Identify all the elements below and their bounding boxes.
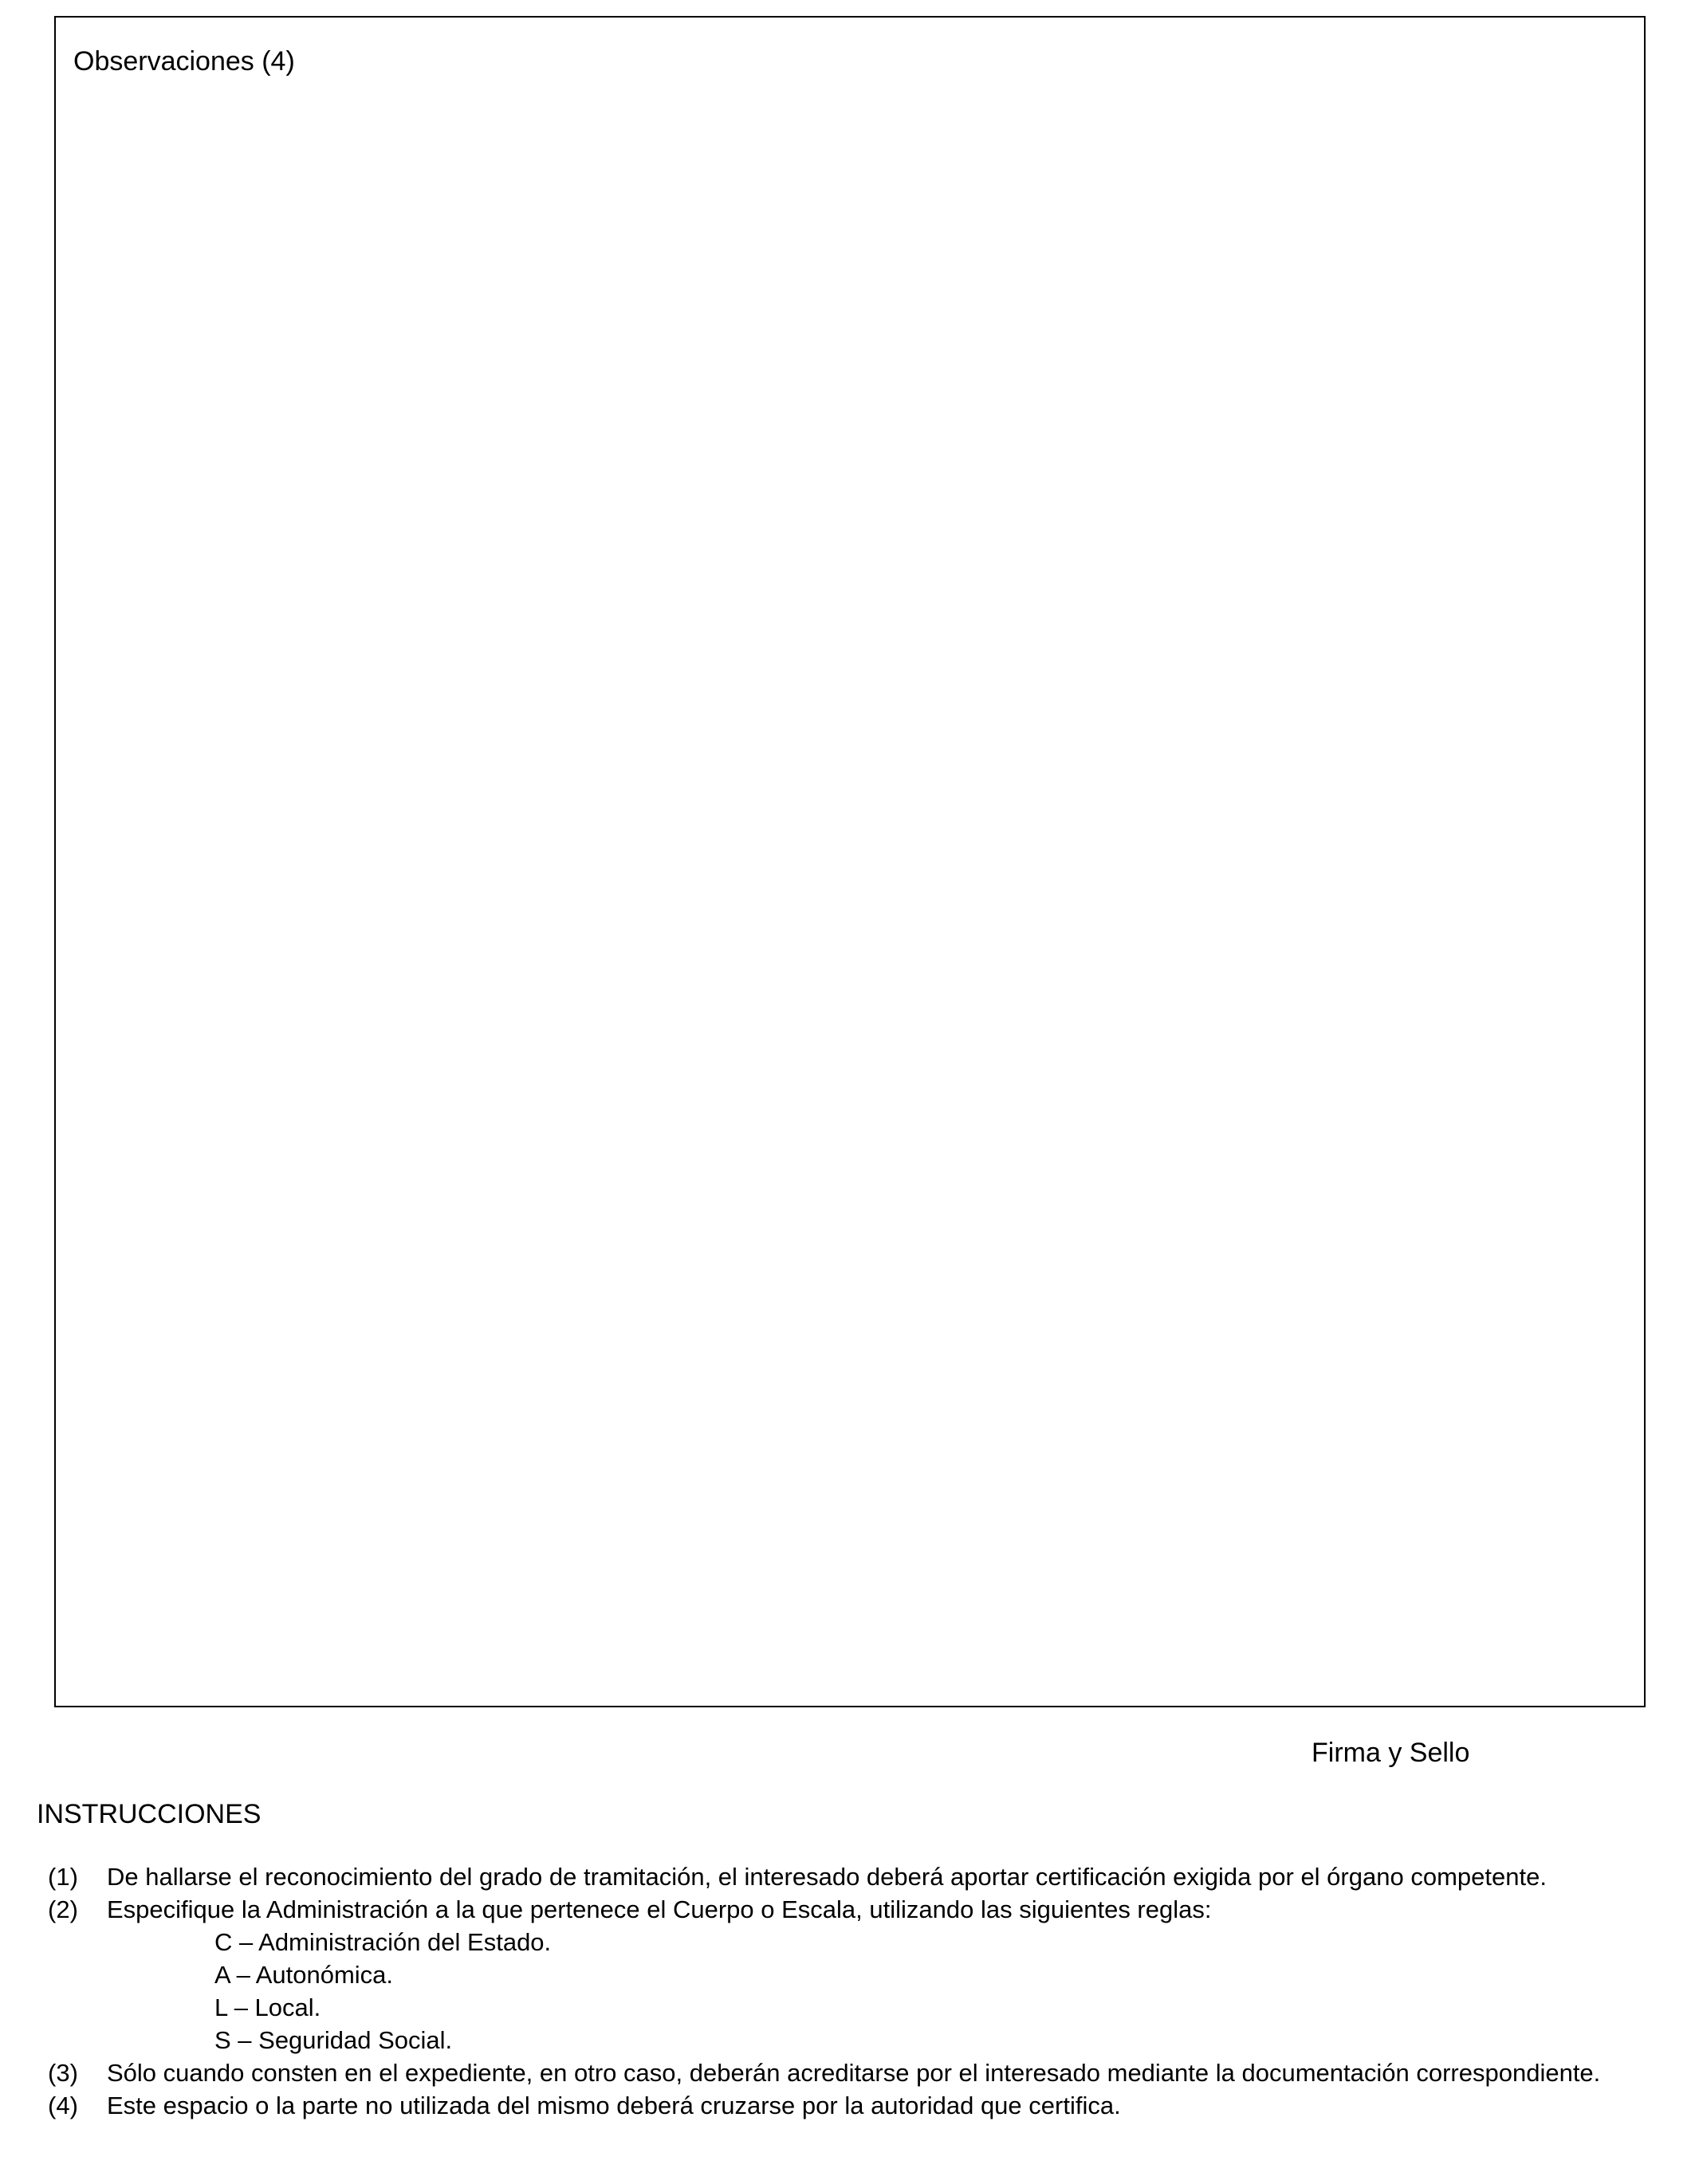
instruction-text: Sólo cuando consten en el expediente, en otro caso, deberán acreditarse por el interesado mediante la documentación correspondiente.	[107, 2059, 1601, 2087]
instruction-subitem-c	[48, 1926, 1674, 1958]
instruction-item-4	[48, 2089, 1674, 2122]
observations-label: Observaciones (4)	[73, 46, 295, 77]
instruction-item-3	[48, 2056, 1674, 2089]
instruction-subtext: L – Local.	[214, 1993, 321, 2021]
instruction-item-2	[48, 1893, 1674, 1926]
instruction-text: Especifique la Administración a la que pertenece el Cuerpo o Escala, utilizando las siguientes reglas:	[107, 1895, 1212, 1923]
instruction-number: (3)	[48, 2059, 78, 2087]
instruction-text: Este espacio o la parte no utilizada del mismo deberá cruzarse por la autoridad que certifica.	[107, 2092, 1121, 2119]
instruction-subitem-l	[48, 1991, 1674, 2024]
instruction-text: De hallarse el reconocimiento del grado de tramitación, el interesado deberá aportar certificación exigida por el órgano competente.	[107, 1863, 1547, 1891]
instruction-subtext: A – Autonómica.	[214, 1961, 394, 1989]
signature-label: Firma y Sello	[1312, 1738, 1470, 1768]
instruction-subitem-a	[48, 1958, 1674, 1991]
instruction-number: (1)	[48, 1863, 78, 1891]
instruction-subitem-s	[48, 2024, 1674, 2056]
instruction-subtext: S – Seguridad Social.	[214, 2026, 453, 2054]
instruction-subtext: C – Administración del Estado.	[214, 1928, 552, 1956]
instruction-item-1	[48, 1860, 1674, 1893]
instructions-title: INSTRUCCIONES	[37, 1799, 262, 1829]
observations-box[interactable]	[54, 16, 1646, 1707]
instruction-number: (4)	[48, 2092, 78, 2119]
instructions-list	[48, 1860, 1674, 2122]
instruction-number: (2)	[48, 1895, 78, 1923]
